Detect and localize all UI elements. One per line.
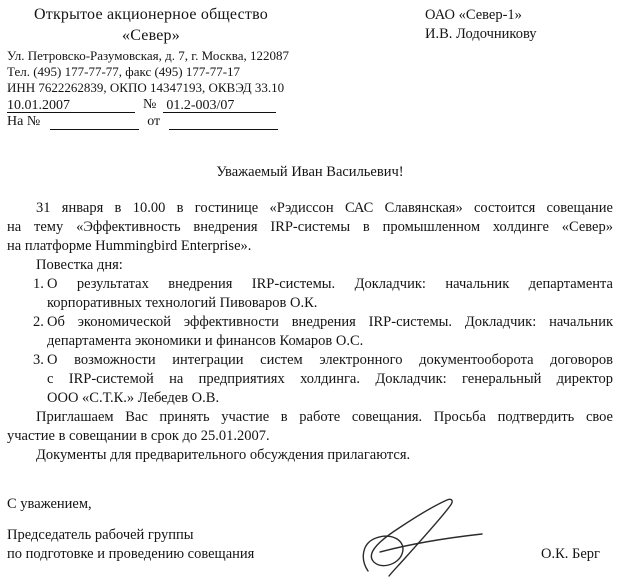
signer-title [7,526,254,564]
agenda-item-number: 2. [33,314,44,330]
agenda-item-1 [7,275,613,313]
recipient-org: ОАО «Север-1» [425,7,522,23]
signer-title-line1: Председатель рабочей группы [7,527,194,543]
reply-label: На № [7,114,41,129]
org-name-line1: Открытое акционерное общество [34,6,268,23]
org-address: Ул. Петровско-Разумовская, д. 7, г. Москва, 122087 [7,48,290,63]
letter-body [7,199,613,465]
paragraph-line: на тему «Эффективность внедрения IRP-системы в промышленном холдинге «Север» [7,219,613,235]
paragraph-line: Документы для предварительного обсуждения прилагаются. [36,447,411,463]
paragraph-line: Приглашаем Вас принять участие в работе совещания. Просьба подтвердить свое [36,409,613,425]
signature-block [7,526,613,564]
org-name-block [7,4,295,46]
org-name-line2: «Север» [122,27,180,44]
agenda-item-3 [7,351,613,408]
paragraph-line: на платформе Hummingbird Enterprise». [7,238,252,254]
signer-name: О.К. Берг [541,546,600,562]
agenda-item-line: О возможности интеграции систем электронного документооборота договоров [47,352,613,368]
agenda-item-line: корпоративных технологий Пивоваров О.К. [47,295,318,311]
letter-date: 10.01.2007 [7,97,135,113]
agenda-item-number: 1. [33,276,44,292]
agenda-item-number: 3. [33,352,44,368]
closing-phrase: С уважением, [7,496,92,512]
org-details [7,48,613,96]
agenda-item-line: департамента экономики и финансов Комаров О.С. [47,333,364,349]
agenda-item-line: О результатах внедрения IRP-системы. Докладчик: начальник департамента [47,276,613,292]
org-phone: Тел. (495) 177-77-77, факс (495) 177-77-17 [7,64,241,79]
handwritten-signature-icon [352,497,484,577]
agenda-item-line: Об экономической эффективности внедрения IRP-системы. Докладчик: начальник [47,314,613,330]
letterhead [7,4,613,130]
reply-date-blank [169,114,278,130]
date-number-row [7,96,613,113]
number-sign: № [143,97,157,112]
agenda-item-2 [7,313,613,351]
agenda-item-line: ООО «С.Т.К.» Лебедев О.В. [47,390,220,406]
recipient-block [425,6,537,44]
paragraph-line: 31 января в 10.00 в гостинице «Рэдиссон САС Славянская» состоится совещание [36,200,613,216]
recipient-person: И.В. Лодочникову [425,26,537,42]
agenda-label: Повестка дня: [36,257,123,273]
agenda-item-line: с IRP-системой на предприятиях холдинга. Докладчик: генеральный директор [47,371,613,387]
org-codes: ИНН 7622262839, ОКПО 14347193, ОКВЭД 33.10 [7,80,285,95]
reply-number-blank [50,114,139,130]
paragraph-line: участие в совещании в срок до 25.01.2007. [7,428,270,444]
salutation: Уважаемый Иван Васильевич! [216,164,404,180]
signer-title-line2: по подготовке и проведению совещания [7,546,255,562]
reply-ref-row [7,113,613,130]
letter-ref-number: 01.2-003/07 [163,97,276,113]
from-label: от [147,114,161,129]
